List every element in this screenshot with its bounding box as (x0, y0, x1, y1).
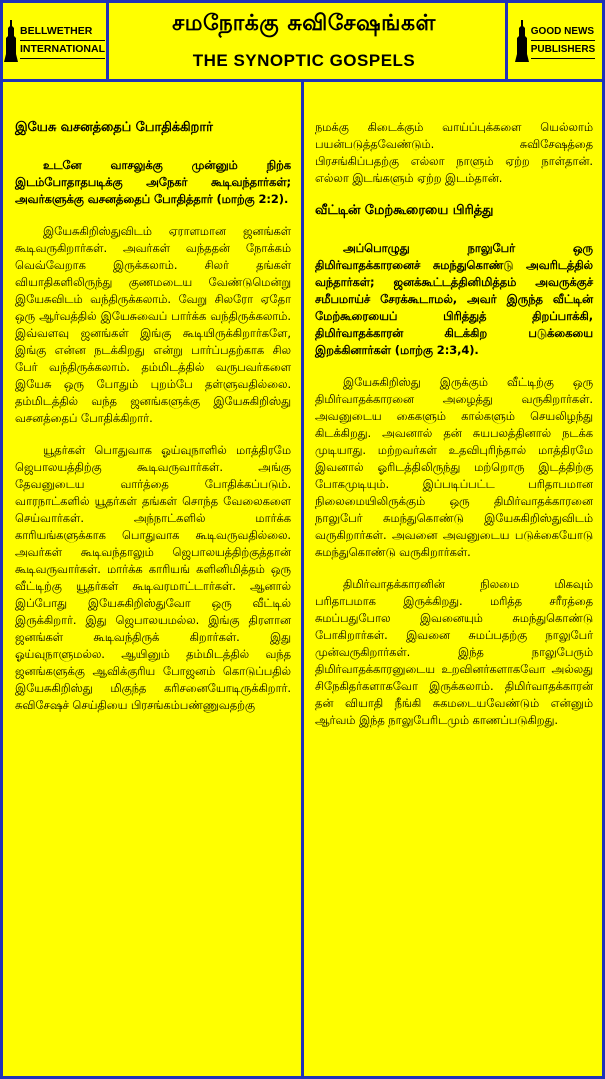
right-logo-line1: GOOD NEWS (531, 23, 595, 41)
section-heading: வீட்டின் மேற்கூரையை பிரித்து (315, 203, 494, 218)
tower-icon (4, 20, 18, 62)
page-title-english: THE SYNOPTIC GOSPELS (192, 51, 416, 70)
paragraph: நமக்கு கிடைக்கும் வாய்ப்புக்களை யெல்லாம் பயன்படுத்தவேண்டும். சுவிசேஷத்தை பிரசங்கிப்பதற்கு எல்லா நாளும் ஏற்ற நாள்தான். எல்லா இடங்களும் ஏற்ற இடம்தான். (315, 120, 593, 185)
right-column (315, 119, 593, 744)
paragraph: இயேசுகிறிஸ்துவிடம் ஏராளமான ஜனங்கள் கூடிவருகிறார்கள். அவர்கள் வந்ததன் நோக்கம் வெவ்வேறாக இருக்கலாம். சிலர் தங்கள் வியாதிகளிலிருந்து குணமடைய வேண்டுமென்று இயேசுவிடம் வந்திருக்கலாம். வேறு சிலரோ ஏதோ ஒரு ஆர்வத்தில் இயேசுவைப் பார்க்க வந்திருக்கலாம். இவ்வளவு ஜனங்கள் இங்கு கூடியிருக்கிறார்களே, இங்கு என்ன நடக்கிறது என்று பார்ப்பதற்காக சில பேர் வந்திருக்கலாம். தம்மிடத்தில் வருபவர்களை இயேசு ஒரு போதும் புறம்பே தள்ளுவதில்லை. தம்மிடத்தில் வந்த ஜனங்களுக்கு இயேசுகிறிஸ்து வசனத்தைப் போதிக்கிறார். (15, 224, 291, 425)
bellwether-logo (3, 3, 109, 79)
scripture-verse: அப்பொழுது நாலுபேர் ஒரு திமிர்வாதக்காரனைச் சுமந்துகொண்டு அவரிடத்தில் வந்தார்கள்; ஜனக்கூட்டத்தினிமித்தம் அவருக்குச் சமீபமாய்ச் சேரக்கூடாமல், அவர் இருந்த வீட்டின் மேற்கூரையைப் பிரித்துத் திறப்பாக்கி, திமிர்வாதக்காரன் கிடக்கிற படுக்கையை இறக்கினார்கள் (மாற்கு 2:3,4). (315, 241, 593, 357)
right-logo-line2: PUBLISHERS (531, 41, 595, 59)
header-bar (3, 3, 602, 82)
section-heading: இயேசு வசனத்தைப் போதிக்கிறார் (15, 120, 213, 135)
title-box (109, 3, 499, 79)
column-divider (301, 82, 304, 1076)
paragraph: திமிர்வாதக்காரனின் நிலமை மிகவும் பரிதாபமாக இருக்கிறது. மரித்த சரீரத்தை சுமப்பதுபோல இவனையும் சுமந்துகொண்டு போகிறார்கள். இவனை சுமப்பதற்கு நாலுபேர் முன்வருகிறார்கள். இந்த நாலுபேரும் திமிர்வாதக்காரனுடைய உறவினர்களாகவோ அல்லது சிநேகிதர்களாகவோ இருக்கலாம். திமிர்வாதக்காரன் தன் வியாதி நீங்கி சுகமடையவேண்டும் என்னும் ஆர்வம் இந்த நாலுபேரிடமும் காணப்படுகிறது. (315, 577, 593, 727)
page-title-tamil: சமநோக்கு சுவிசேஷங்கள் (172, 11, 436, 36)
left-logo-line2: INTERNATIONAL (20, 41, 105, 59)
left-column (15, 119, 291, 729)
good-news-logo (505, 3, 602, 79)
tower-icon (515, 20, 529, 62)
paragraph: யூதர்கள் பொதுவாக ஓய்வுநாளில் மாத்திரமே ஜெபாலயத்திற்கு கூடிவருவார்கள். அங்கு தேவனுடைய வார்த்தை போதிக்கப்படும். வாரநாட்களில் யூதர்கள் தங்கள் சொந்த வேலைகளை செய்வார்கள். அந்நாட்களில் மார்க்க காரியங்களுக்காக பொதுவாக கூடிவருவதில்லை. அவர்கள் கூடிவந்தாலும் ஜெபாலயத்திற்குத்தான் கூடிவருவார்கள். மார்க்க காரியங் களினிமித்தம் ஒரு வீட்டிற்கு யூதர்கள் கூடிவரமாட்டார்கள். ஆனால் இப்போது இயேசுகிறிஸ்துவோ ஒரு வீட்டில் இருக்கிறார். இது ஜெபாலயமல்ல. இங்கு திரளான ஜனங்கள் கூடிவந்திருக் கிறார்கள். இது ஓய்வுநாளுமல்ல. ஆயினும் தம்மிடத்தில் வந்த ஜனங்களுக்கு ஆவிக்குரிய போஜனம் கொடுப்பதில் இயேசுகிறிஸ்து மிகுந்த கரிசனையோடிருக்கிறார். சுவிசேஷச் செய்தியை பிரசங்கம்பண்ணுவதற்கு (15, 443, 291, 712)
paragraph: இயேசுகிறிஸ்து இருக்கும் வீட்டிற்கு ஒரு திமிர்வாதக்காரனை அழைத்து வருகிறார்கள். அவனுடைய கைகளும் கால்களும் செயலிழந்து கிடக்கிறது. அவனால் தன் சுயபலத்தினால் நடக்க முடியாது. மற்றவர்கள் உதவிபுரிந்தால் மாத்திரமே இவனால் ஓரிடத்திலிருந்து மற்றொரு இடத்திற்கு போகமுடியும். இப்படிப்பட்ட பரிதாபமான நிலைமையிலிருக்கும் ஒரு திமிர்வாதக்காரனை நாலுபேர் சுமந்துகொண்டு இயேசுகிறிஸ்துவிடம் வருகிறார்கள். அவனை அவனுடைய படுக்கையோடு சுமந்துகொண்டு வருகிறார்கள். (315, 375, 593, 559)
scripture-verse: உடனே வாசலுக்கு முன்னும் நிற்க இடம்போதாதபடிக்கு அநேகர் கூடிவந்தார்கள்; அவர்களுக்கு வசனத்தைப் போதித்தார் (மாற்கு 2:2). (15, 158, 291, 206)
left-logo-line1: BELLWETHER (20, 23, 105, 41)
